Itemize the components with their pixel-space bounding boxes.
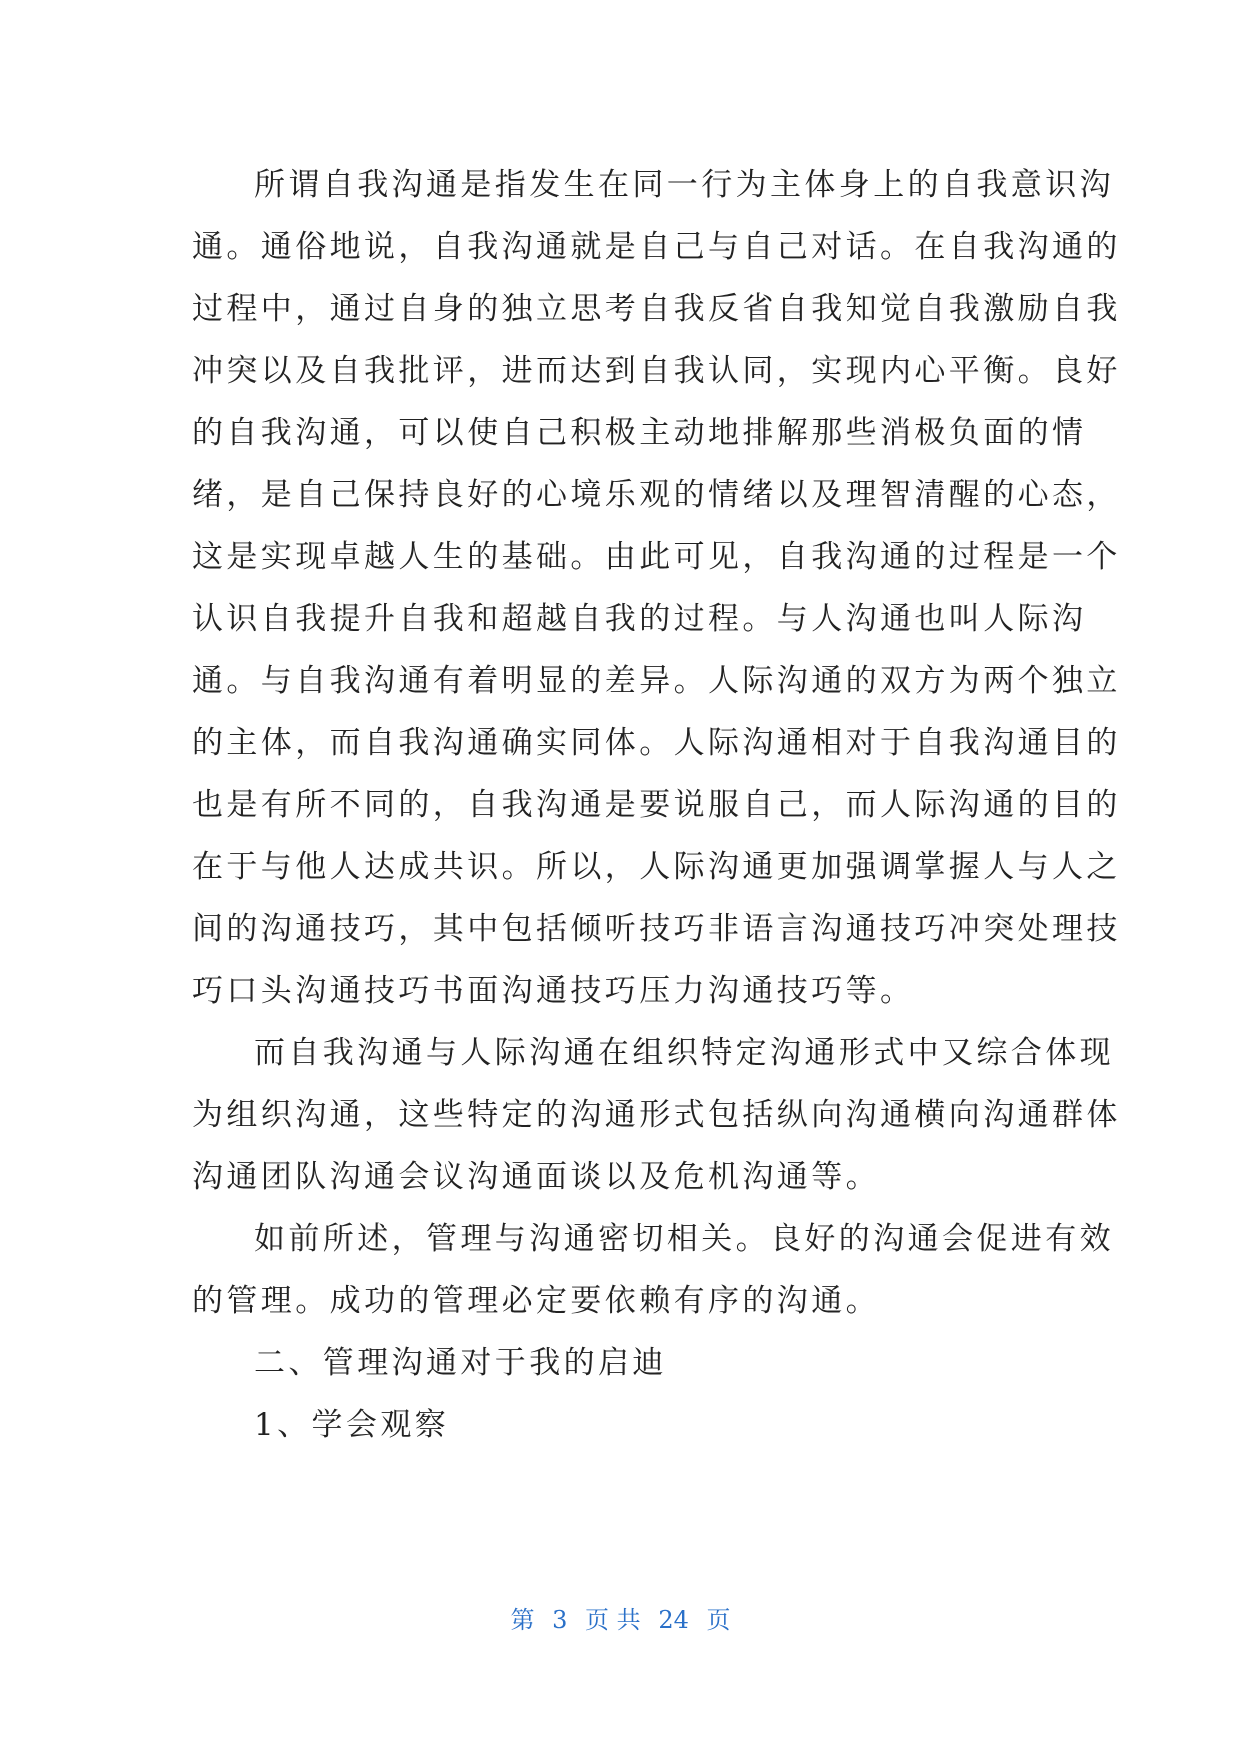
paragraph-line: 间的沟通技巧，其中包括倾听技巧非语言沟通技巧冲突处理技 bbox=[192, 911, 1121, 947]
paragraph-line: 而自我沟通与人际沟通在组织特定沟通形式中又综合体现 bbox=[254, 1035, 1114, 1071]
paragraph-line: 巧口头沟通技巧书面沟通技巧压力沟通技巧等。 bbox=[192, 973, 915, 1009]
subsection-heading: 1、学会观察 bbox=[254, 1407, 450, 1443]
page-footer bbox=[0, 1604, 1241, 1636]
paragraph-line: 绪，是自己保持良好的心境乐观的情绪以及理智清醒的心态， bbox=[192, 477, 1121, 513]
paragraph-line: 在于与他人达成共识。所以，人际沟通更加强调掌握人与人之 bbox=[192, 849, 1121, 885]
footer-current-page: 3 bbox=[552, 1606, 568, 1634]
footer-total-pages: 24 bbox=[658, 1606, 689, 1634]
paragraph-line: 所谓自我沟通是指发生在同一行为主体身上的自我意识沟 bbox=[254, 167, 1114, 203]
paragraph-line: 沟通团队沟通会议沟通面谈以及危机沟通等。 bbox=[192, 1159, 880, 1195]
paragraph-line: 的主体，而自我沟通确实同体。人际沟通相对于自我沟通目的 bbox=[192, 725, 1121, 761]
paragraph-line: 认识自我提升自我和超越自我的过程。与人沟通也叫人际沟 bbox=[192, 601, 1087, 637]
paragraph-line: 冲突以及自我批评，进而达到自我认同，实现内心平衡。良好 bbox=[192, 353, 1121, 389]
footer-suffix: 页 bbox=[706, 1606, 731, 1634]
paragraph-line: 过程中，通过自身的独立思考自我反省自我知觉自我激励自我 bbox=[192, 291, 1121, 327]
paragraph-line: 为组织沟通，这些特定的沟通形式包括纵向沟通横向沟通群体 bbox=[192, 1097, 1121, 1133]
footer-middle: 页 共 bbox=[585, 1606, 641, 1634]
paragraph-line: 通。与自我沟通有着明显的差异。人际沟通的双方为两个独立 bbox=[192, 663, 1121, 699]
paragraph-line: 这是实现卓越人生的基础。由此可见，自我沟通的过程是一个 bbox=[192, 539, 1121, 575]
footer-prefix: 第 bbox=[510, 1606, 535, 1634]
section-heading: 二、管理沟通对于我的启迪 bbox=[254, 1345, 667, 1381]
paragraph-line: 如前所述，管理与沟通密切相关。良好的沟通会促进有效 bbox=[254, 1221, 1114, 1257]
paragraph-line: 的自我沟通，可以使自己积极主动地排解那些消极负面的情 bbox=[192, 415, 1087, 451]
paragraph-line: 通。通俗地说，自我沟通就是自己与自己对话。在自我沟通的 bbox=[192, 229, 1121, 265]
paragraph-line: 也是有所不同的，自我沟通是要说服自己，而人际沟通的目的 bbox=[192, 787, 1121, 823]
paragraph-line: 的管理。成功的管理必定要依赖有序的沟通。 bbox=[192, 1283, 880, 1319]
